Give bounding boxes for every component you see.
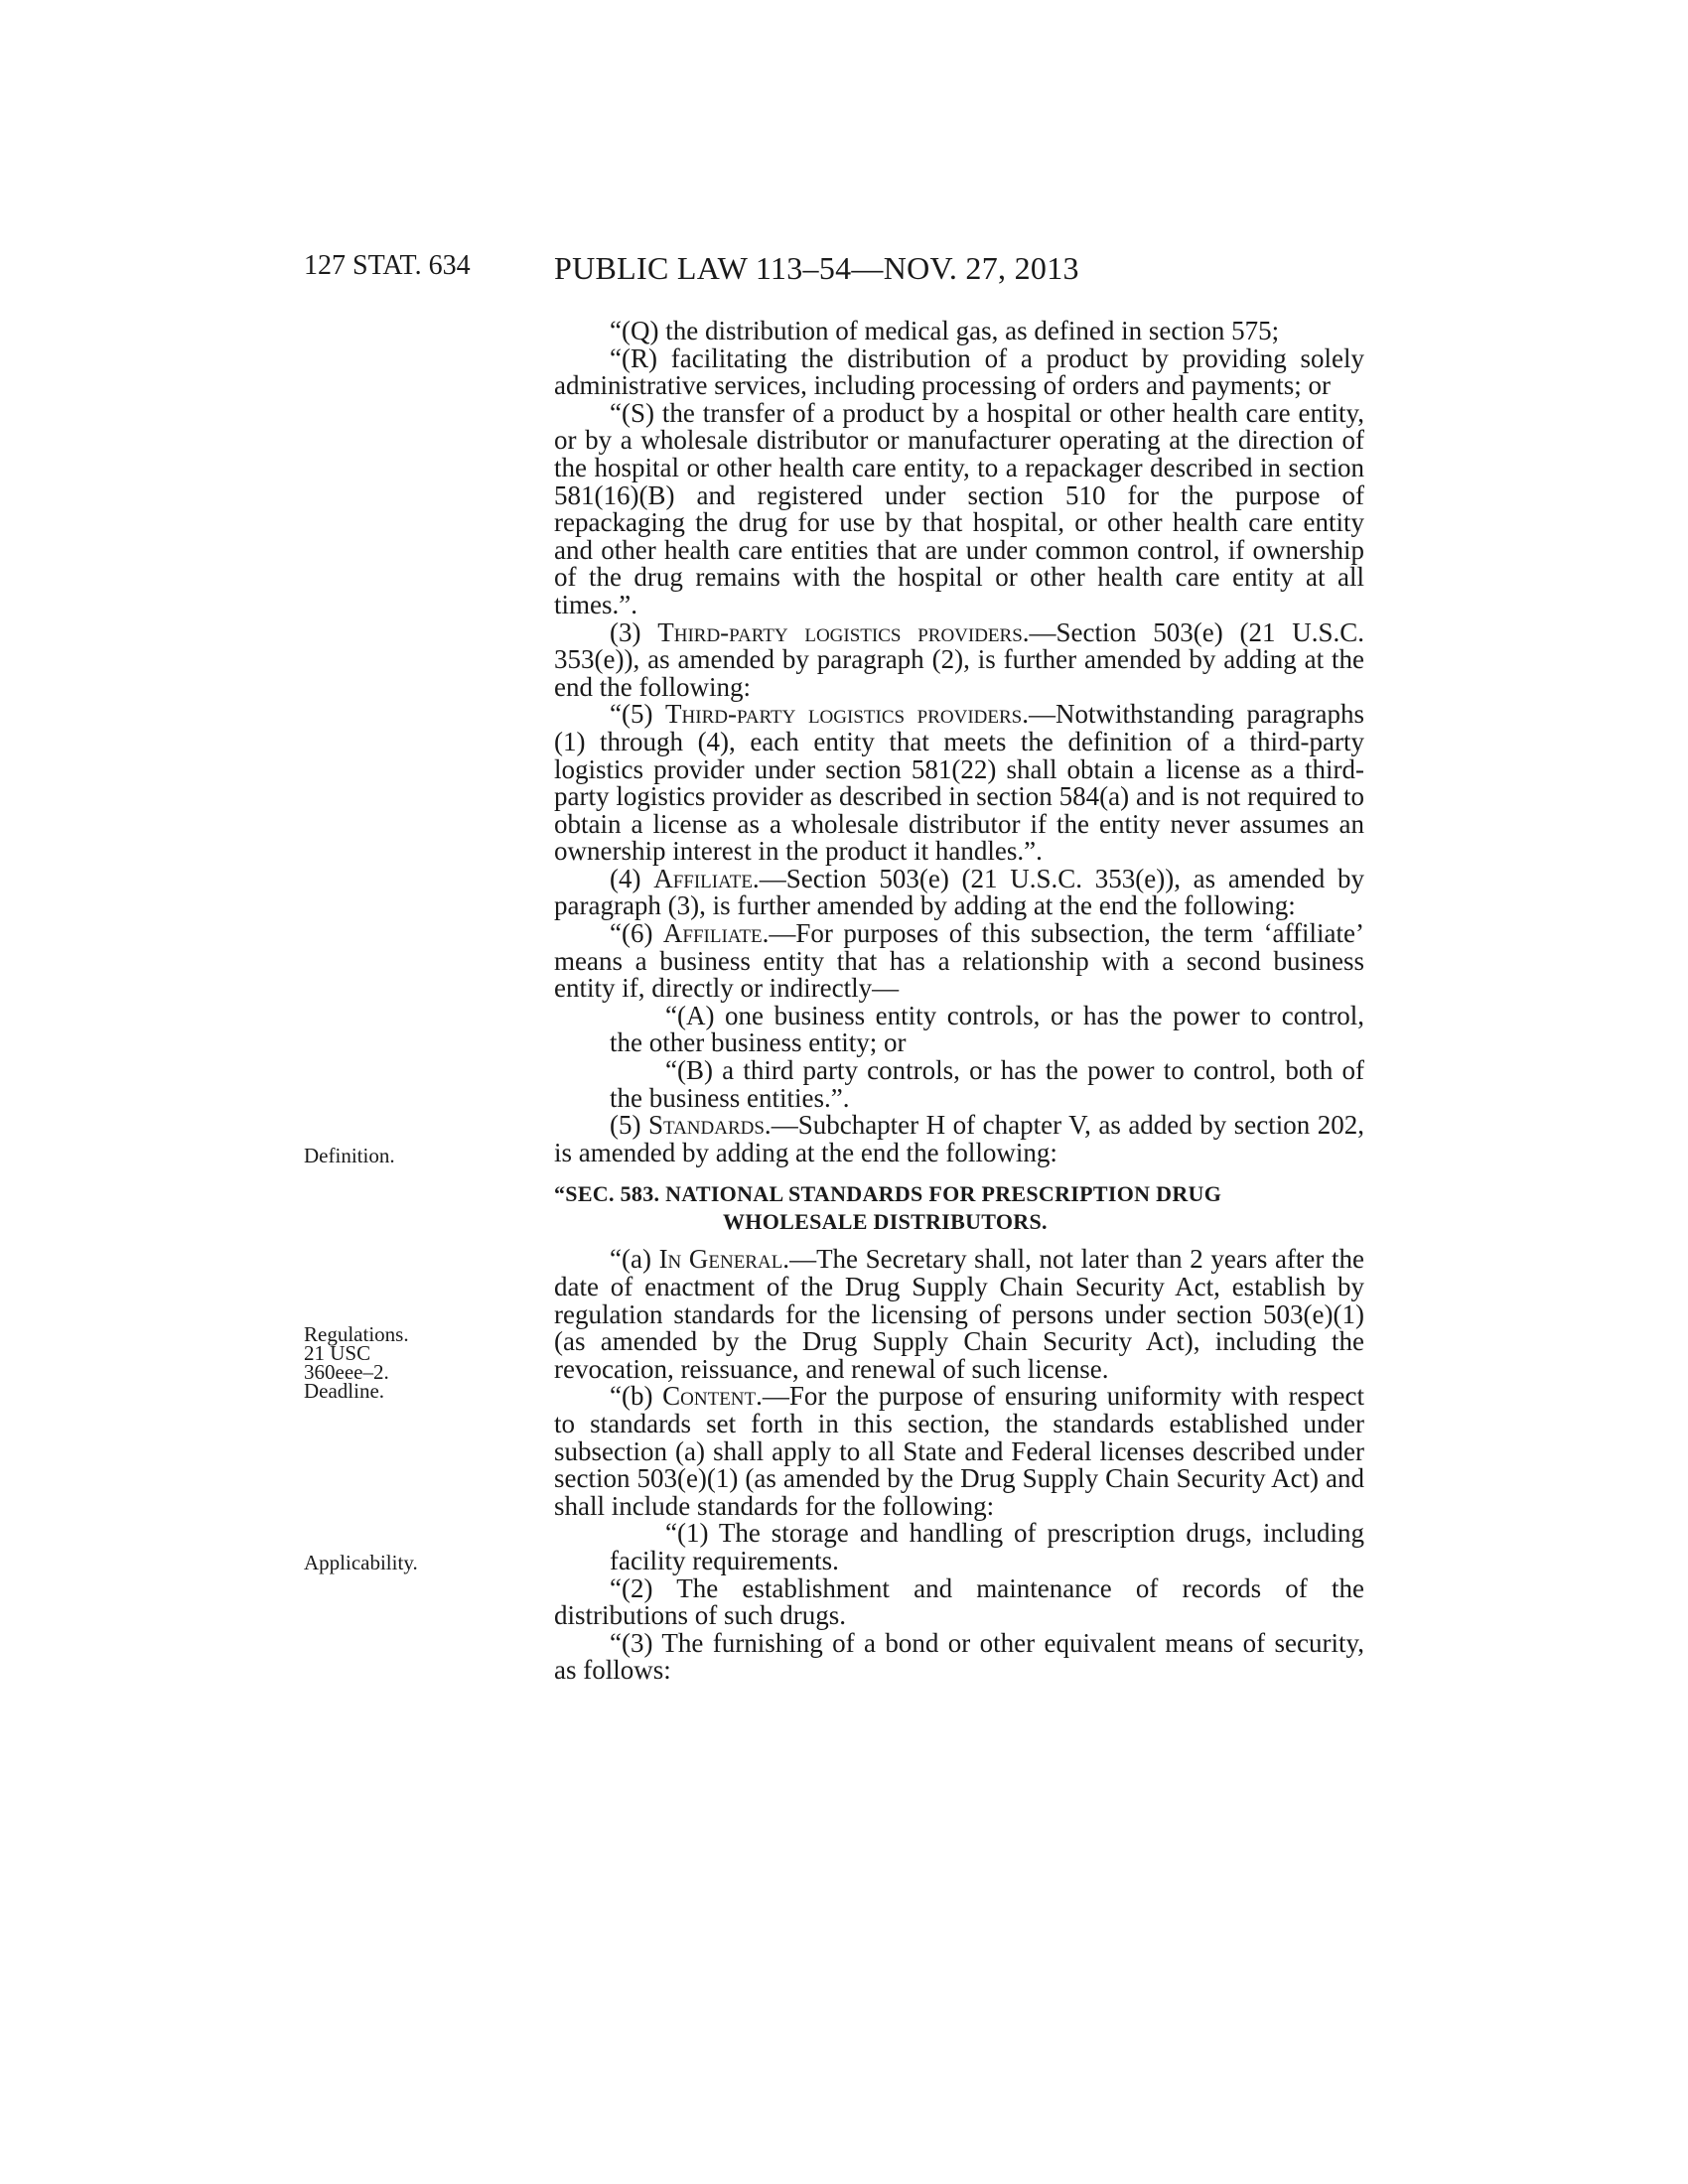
margin-note-line: Regulations. xyxy=(304,1322,409,1346)
inserted-6-text: —For purposes of this subsection, the term ‘affiliate’ means a business entity that has a relationship with a second business entity if, directly or indirectly— xyxy=(554,918,1365,1004)
paragraph-3: (3) Third-party logistics providers.—Section 503(e) (21 U.S.C. 353(e)), as amended by paragraph (2), is further amended by adding at the end the following: xyxy=(554,616,1365,702)
standard-item-3: “(3) The furnishing of a bond or other equivalent means of security, as follows: xyxy=(554,1627,1364,1686)
subparagraph-b: “(B) a third party controls, or has the power to control, both of the business entities.”. xyxy=(610,1055,1364,1113)
clause-q: “(Q) the distribution of medical gas, as defined in section 575; xyxy=(610,316,1280,345)
section-583-heading: “SEC. 583. NATIONAL STANDARDS FOR PRESCRIPTION DRUG WHOLESALE DISTRIBUTORS. xyxy=(554,1181,1222,1235)
page-running-title: PUBLIC LAW 113–54—NOV. 27, 2013 xyxy=(554,250,1079,286)
inserted-5-text: —Notwithstanding paragraphs (1) through (4), each entity that meets the definition of a third-party logistics provider under section 581(22) shall obtain a license as a third-party logistics provider as described in section 584(a) and is not required to obtain a license as a wholesale distributor if the entity never assumes an ownership interest in the product it handles.”. xyxy=(554,699,1364,867)
subsection-a: “(a) In General.—The Secretary shall, not later than 2 years after the date of enactment of the Drug Supply Chain Security Act, establish by regulation standards for the licensing of persons under section 503(e)(1) (as amended by the Drug Supply Chain Security Act), including the revocation, reissuance, and renewal of such license. xyxy=(554,1244,1364,1384)
standard-item-1: “(1) The storage and handling of prescription drugs, including facility requirements. xyxy=(610,1518,1364,1575)
subsection-b: “(b) Content.—For the purpose of ensuring uniformity with respect to standards set forth in this section, the standards established under subsection (a) shall apply to all State and Federal licenses described under section 503(e)(1) (as amended by the Drug Supply Chain Security Act) and shall include standards for the following: xyxy=(554,1381,1364,1521)
statute-text-column xyxy=(554,318,1364,1685)
paragraph-4-inserted-6: “(6) Affiliate.—For purposes of this subsection, the term ‘affiliate’ means a business entity that has a relationship with a second business entity if, directly or indirectly— xyxy=(554,918,1365,1004)
paragraph-5: (5) Standards.—Subchapter H of chapter V, as added by section 202, is amended by adding at the end the following: xyxy=(554,1110,1364,1167)
margin-note-applicability: Applicability. xyxy=(304,1551,418,1574)
subsection-a-text: —The Secretary shall, not later than 2 years after the date of enactment of the Drug Supply Chain Security Act, establish by regulation standards for the licensing of persons under section 503(e)(1) (as amended by the Drug Supply Chain Security Act), including the revocation, reissuance, and renewal of such license. xyxy=(554,1244,1364,1384)
margin-note-definition: Definition. xyxy=(304,1144,395,1167)
subsection-b-heading: Content. xyxy=(662,1381,763,1412)
margin-note-line: Deadline. xyxy=(304,1379,385,1403)
subsection-b-text: —For the purpose of ensuring uniformity with respect to standards set forth in this section, the standards established under subsection (a) shall apply to all State and Federal licenses described under section 503(e)(1) (as amended by the Drug Supply Chain Security Act) and shall include standards for the following: xyxy=(554,1381,1364,1521)
inserted-6-heading: Affiliate. xyxy=(662,918,770,949)
paragraph-5-heading: Standards. xyxy=(647,1110,772,1141)
paragraph-5-text: —Subchapter H of chapter V, as added by section 202, is amended by adding at the end the following: xyxy=(554,1110,1364,1167)
margin-note-line: 21 USC xyxy=(304,1341,371,1365)
standard-item-2: “(2) The establishment and maintenance of records of the distributions of such drugs. xyxy=(554,1572,1364,1631)
clause-r: “(R) facilitating the distribution of a product by providing solely administrative services, including processing of orders and payments; or xyxy=(554,342,1364,401)
margin-note-line: 360eee–2. xyxy=(304,1360,389,1384)
page-stat-number: 127 STAT. 634 xyxy=(304,250,471,281)
subparagraph-a: “(A) one business entity controls, or has the power to control, the other business entity; or xyxy=(610,1000,1364,1058)
clause-s: “(S) the transfer of a product by a hospital or other health care entity, or by a wholesale distributor or manufacturer operating at the direction of the hospital or other health care entity, to a repackager described in section 581(16)(B) and registered under section 510 for the purpose of repackaging the drug for use by that hospital, or other health care entity and other health care entities that are under common control, if ownership of the drug remains with the hospital or other health care entity at all times.”. xyxy=(554,397,1364,619)
paragraph-4-heading: Affiliate. xyxy=(653,863,760,893)
paragraph-3-text: —Section 503(e) (21 U.S.C. 353(e)), as amended by paragraph (2), is further amended by adding at the end the following: xyxy=(554,616,1365,702)
inserted-5-heading: Third-party logistics providers. xyxy=(665,699,1029,730)
paragraph-3-heading: Third-party logistics providers. xyxy=(657,616,1030,647)
paragraph-4: (4) Affiliate.—Section 503(e) (21 U.S.C. 353(e)), as amended by paragraph (3), is further amended by adding at the end the following: xyxy=(554,863,1365,921)
paragraph-4-text: —Section 503(e) (21 U.S.C. 353(e)), as amended by paragraph (3), is further amended by adding at the end the following: xyxy=(554,863,1365,921)
margin-note-regulations xyxy=(304,1322,409,1403)
paragraph-3-inserted-5: “(5) Third-party logistics providers.—Notwithstanding paragraphs (1) through (4), each entity that meets the definition of a third-party logistics provider under section 581(22) shall obtain a license as a third-party logistics provider as described in section 584(a) and is not required to obtain a license as a wholesale distributor if the entity never assumes an ownership interest in the product it handles.”. xyxy=(554,699,1364,867)
subsection-a-heading: In General. xyxy=(658,1244,790,1275)
